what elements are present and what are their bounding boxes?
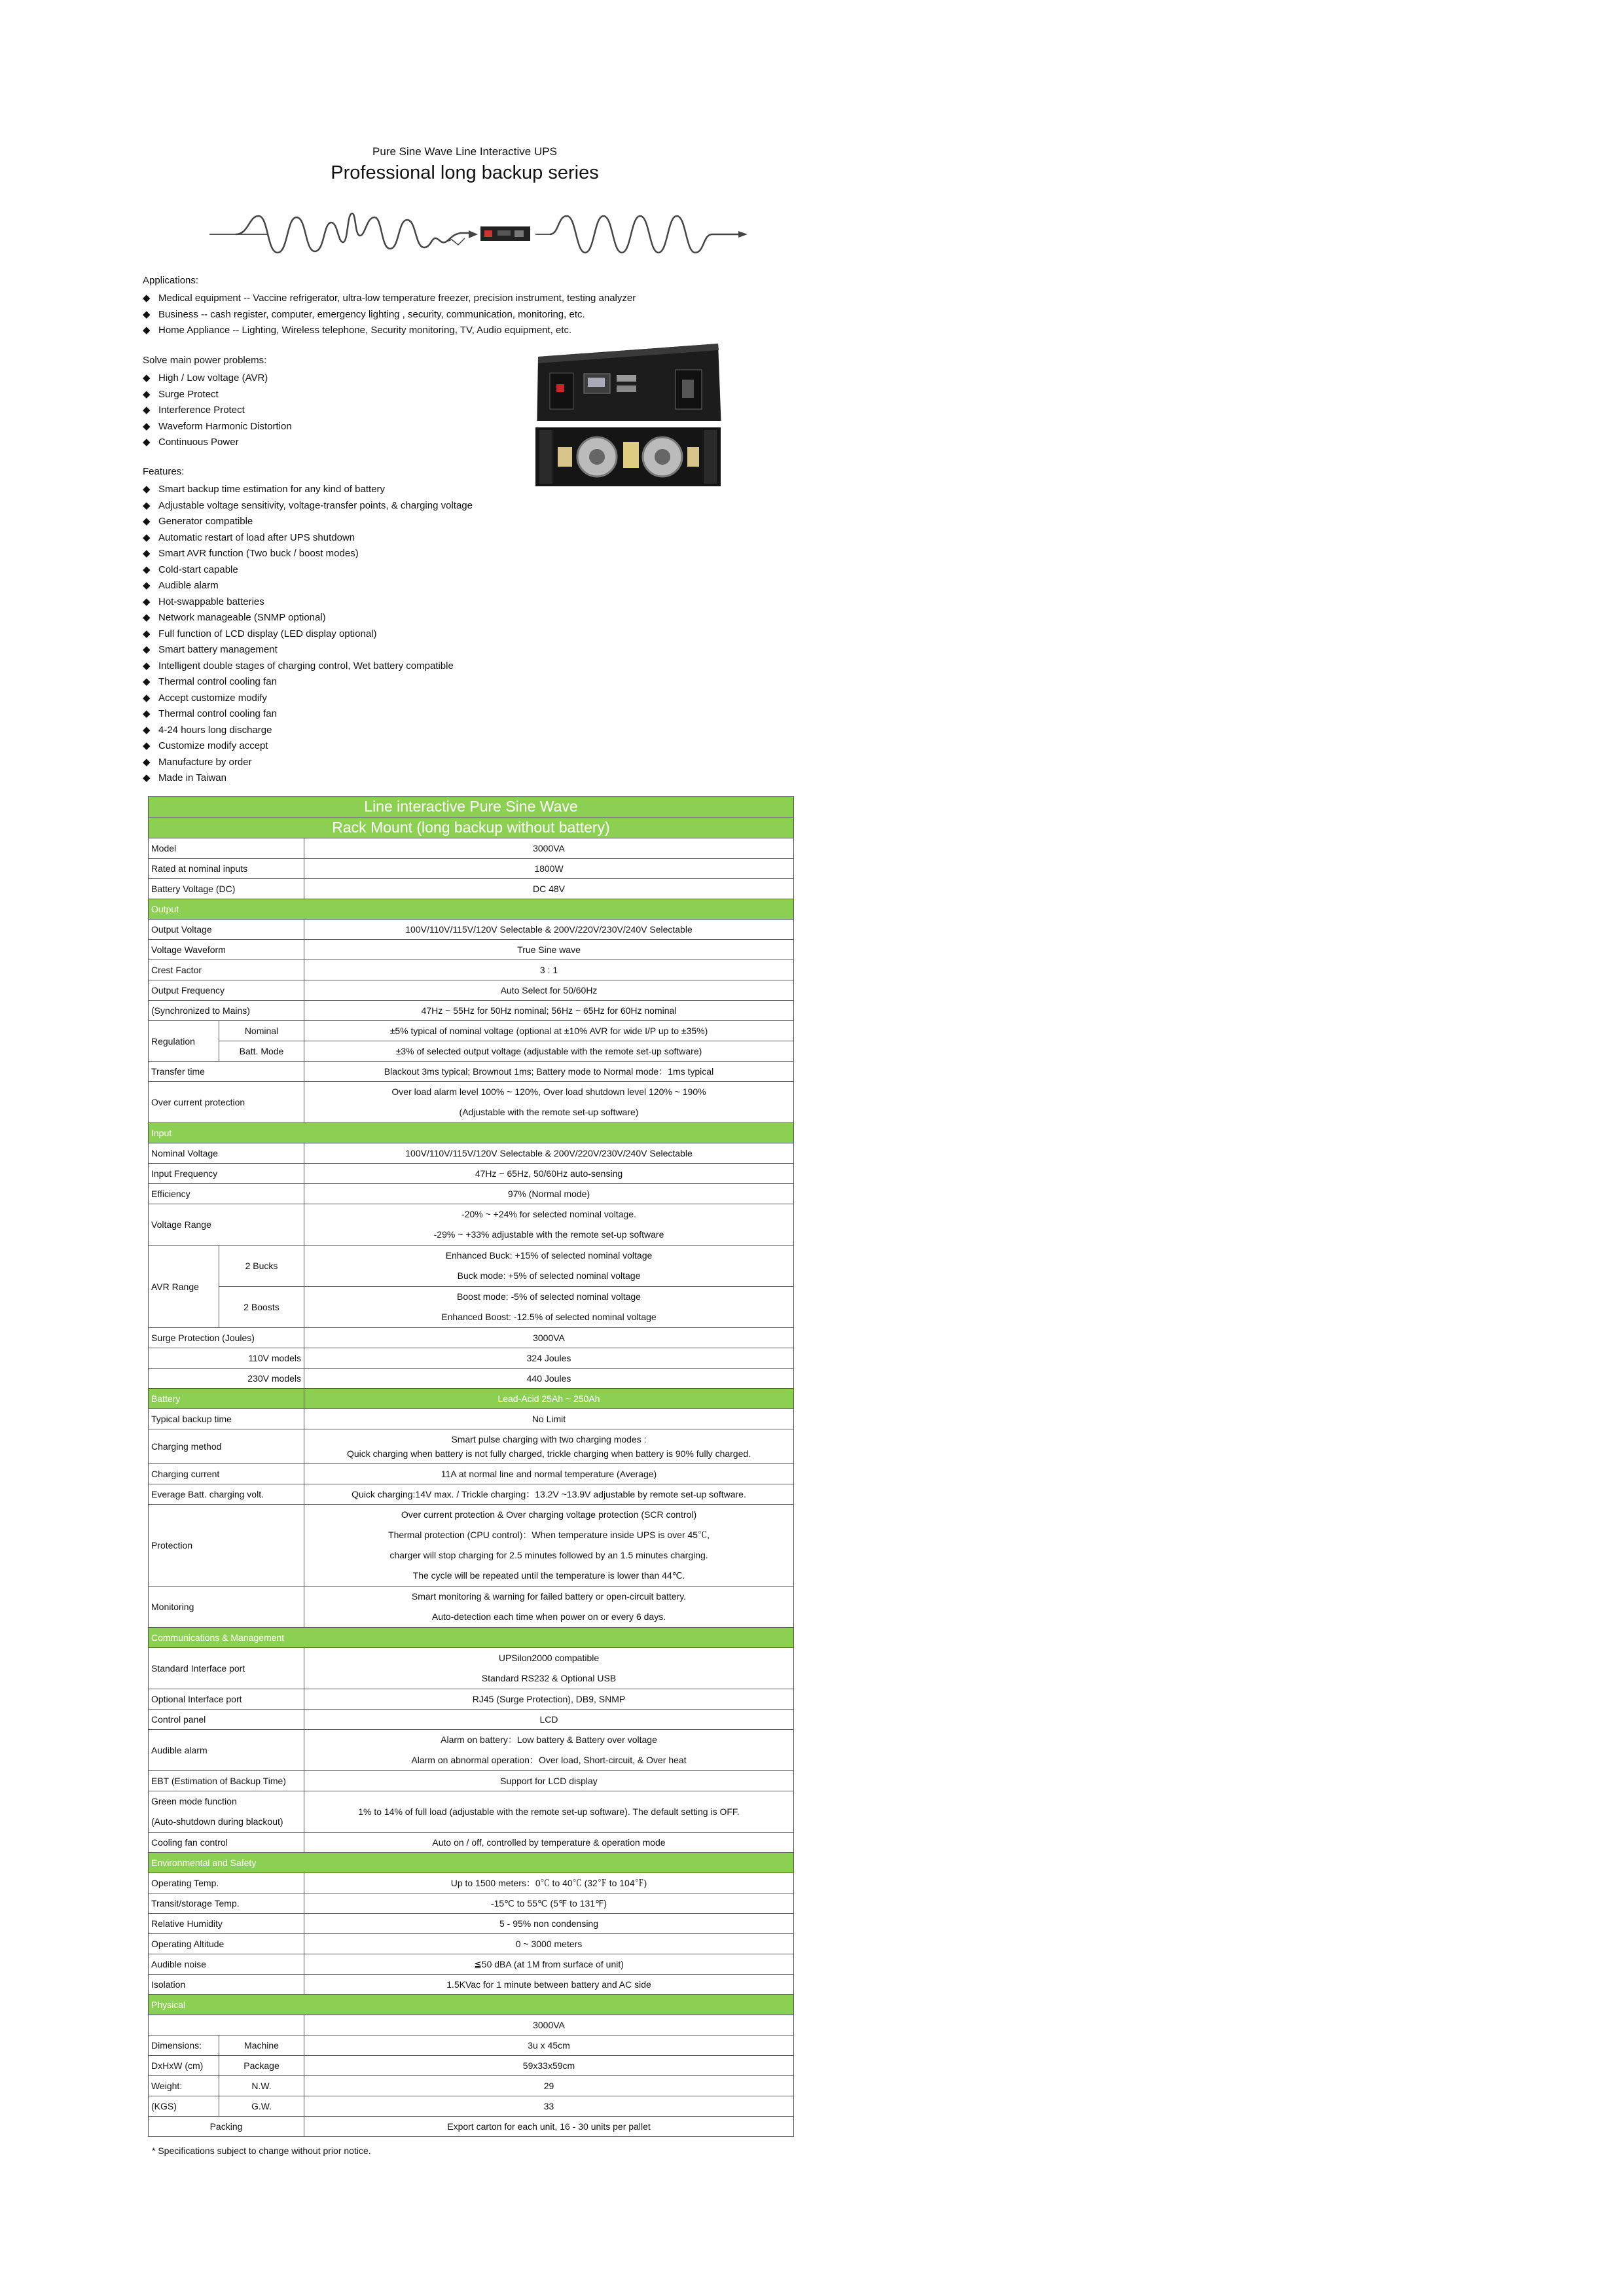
section-header-row: Physical: [149, 1995, 794, 2015]
table-row: Dimensions: Machine 3u x 45cm: [149, 2036, 794, 2056]
specification-table: [148, 796, 794, 2137]
table-row: Surge Protection (Joules) 3000VA: [149, 1328, 794, 1348]
table-row: Nominal Voltage 100V/110V/115V/120V Selectable & 200V/220V/230V/240V Selectable: [149, 1143, 794, 1164]
section-header-row: Communications & Management: [149, 1628, 794, 1648]
problems-heading: Solve main power problems:: [143, 355, 267, 366]
table-row: Model 3000VA: [149, 838, 794, 859]
list-item: ◆ Intelligent double stages of charging control, Wet battery compatible: [143, 658, 473, 675]
table-row: 3000VA: [149, 2015, 794, 2036]
table-row: Green mode function (Auto-shutdown during blackout) 1% to 14% of full load (adjustable with the remote set-up software). The default setting is OFF.: [149, 1791, 794, 1833]
table-row: AVR Range 2 Bucks Enhanced Buck: +15% of selected nominal voltage Buck mode: +5% of selected nominal voltage: [149, 1246, 794, 1287]
bullet-icon: ◆: [143, 308, 151, 320]
list-item: ◆ Smart backup time estimation for any kind of battery: [143, 482, 473, 498]
list-item: ◆ Medical equipment -- Vaccine refrigerator, ultra-low temperature freezer, precision instrument, testing analyzer: [143, 291, 636, 307]
table-row: Charging current 11A at normal line and normal temperature (Average): [149, 1464, 794, 1484]
bullet-icon: ◆: [143, 692, 151, 704]
list-item: ◆ High / Low voltage (AVR): [143, 370, 292, 387]
table-row: Weight: N.W. 29: [149, 2076, 794, 2096]
table-title-row: Line interactive Pure Sine Wave: [149, 797, 794, 817]
table-row: Isolation 1.5KVac for 1 minute between battery and AC side: [149, 1975, 794, 1995]
bullet-icon: ◆: [143, 325, 151, 336]
list-item: ◆ 4-24 hours long discharge: [143, 723, 473, 739]
applications-list: [143, 291, 636, 339]
power-problems-section: [143, 355, 292, 451]
table-row: Protection Over current protection & Over charging voltage protection (SCR control) Thermal protection (CPU control)：When temperature inside UPS is over 45℃, charger will stop charging for 2.5 minutes followed by an 1.5 minutes charging. The cycle will be repeated until the temperature is lower than 44℃.: [149, 1505, 794, 1587]
document-subtitle: Pure Sine Wave Line Interactive UPS: [372, 145, 557, 158]
table-row: Cooling fan control Auto on / off, controlled by temperature & operation mode: [149, 1833, 794, 1853]
list-item: ◆ Audible alarm: [143, 578, 473, 594]
table-row: 2 Boosts Boost mode: -5% of selected nominal voltage Enhanced Boost: -12.5% of selected nominal voltage: [149, 1287, 794, 1328]
bullet-icon: ◆: [143, 388, 151, 400]
list-item: ◆ Continuous Power: [143, 435, 292, 451]
table-row: Typical backup time No Limit: [149, 1409, 794, 1429]
table-row: Control panel LCD: [149, 1710, 794, 1730]
list-item: ◆ Business -- cash register, computer, emergency lighting , security, communication, monitoring, etc.: [143, 307, 636, 323]
bullet-icon: ◆: [143, 644, 151, 655]
bullet-icon: ◆: [143, 531, 151, 543]
list-item: ◆ Generator compatible: [143, 514, 473, 530]
bullet-icon: ◆: [143, 724, 151, 736]
power-waveform-illustration: [209, 196, 753, 268]
table-row: (Synchronized to Mains) 47Hz ~ 55Hz for 50Hz nominal; 56Hz ~ 65Hz for 60Hz nominal: [149, 1001, 794, 1021]
section-header-row: Input: [149, 1123, 794, 1143]
bullet-icon: ◆: [143, 740, 151, 751]
table-row: Everage Batt. charging volt. Quick charging:14V max. / Trickle charging：13.2V ~13.9V adjustable by remote set-up software.: [149, 1484, 794, 1505]
table-row: Standard Interface port UPSilon2000 compatible Standard RS232 & Optional USB: [149, 1648, 794, 1689]
list-item: ◆ Smart battery management: [143, 642, 473, 658]
footnote: * Specifications subject to change without prior notice.: [152, 2145, 371, 2156]
table-row: EBT (Estimation of Backup Time) Support for LCD display: [149, 1771, 794, 1791]
list-item: ◆ Accept customize modify: [143, 691, 473, 707]
table-row: Monitoring Smart monitoring & warning for failed battery or open-circuit battery. Auto-detection each time when power on or every 6 days.: [149, 1587, 794, 1628]
list-item: ◆ Customize modify accept: [143, 738, 473, 755]
table-row: Operating Altitude 0 ~ 3000 meters: [149, 1934, 794, 1954]
list-item: ◆ Hot-swappable batteries: [143, 594, 473, 611]
bullet-icon: ◆: [143, 404, 151, 416]
bullet-icon: ◆: [143, 420, 151, 432]
bullet-icon: ◆: [143, 372, 151, 384]
bullet-icon: ◆: [143, 772, 151, 783]
bullet-icon: ◆: [143, 628, 151, 639]
list-item: ◆ Thermal control cooling fan: [143, 674, 473, 691]
bullet-icon: ◆: [143, 437, 151, 448]
list-item: ◆ Full function of LCD display (LED display optional): [143, 626, 473, 643]
table-row: 230V models 440 Joules: [149, 1369, 794, 1389]
section-header-row: Battery Lead-Acid 25Ah ~ 250Ah: [149, 1389, 794, 1409]
table-row: Voltage Range -20% ~ +24% for selected nominal voltage. -29% ~ +33% adjustable with the remote set-up software: [149, 1204, 794, 1246]
ups-rear-photo: [532, 421, 725, 491]
section-header-row: Output: [149, 899, 794, 920]
features-heading: Features:: [143, 466, 185, 477]
table-row: Output Voltage 100V/110V/115V/120V Selectable & 200V/220V/230V/240V Selectable: [149, 920, 794, 940]
features-section: [143, 466, 473, 787]
table-subtitle-row: Rack Mount (long backup without battery): [149, 817, 794, 838]
problems-list: [143, 370, 292, 451]
list-item: ◆ Interference Protect: [143, 403, 292, 419]
bullet-icon: ◆: [143, 293, 151, 304]
features-list: [143, 482, 473, 787]
list-item: ◆ Waveform Harmonic Distortion: [143, 419, 292, 435]
table-row: Efficiency 97% (Normal mode): [149, 1184, 794, 1204]
bullet-icon: ◆: [143, 548, 151, 559]
table-row: Operating Temp. Up to 1500 meters：0℃ to 40℃ (32℉ to 104℉): [149, 1873, 794, 1893]
bullet-icon: ◆: [143, 580, 151, 591]
table-row: DxHxW (cm) Package 59x33x59cm: [149, 2056, 794, 2076]
bullet-icon: ◆: [143, 484, 151, 495]
list-item: ◆ Automatic restart of load after UPS shutdown: [143, 530, 473, 547]
ups-unit-icon: [480, 226, 530, 241]
applications-heading: Applications:: [143, 275, 199, 286]
list-item: ◆ Thermal control cooling fan: [143, 706, 473, 723]
table-row: Optional Interface port RJ45 (Surge Protection), DB9, SNMP: [149, 1689, 794, 1710]
bullet-icon: ◆: [143, 612, 151, 623]
table-row: Transit/storage Temp. -15℃ to 55℃ (5℉ to 131℉): [149, 1893, 794, 1914]
list-item: ◆ Surge Protect: [143, 387, 292, 403]
list-item: ◆ Smart AVR function (Two buck / boost modes): [143, 546, 473, 562]
table-row: Audible noise ≦50 dBA (at 1M from surface of unit): [149, 1954, 794, 1975]
table-row: Charging method Smart pulse charging with two charging modes : Quick charging when battery is not fully charged, trickle charging when battery is 90% fully charged.: [149, 1429, 794, 1464]
section-header-row: Environmental and Safety: [149, 1853, 794, 1873]
table-row: Over current protection Over load alarm level 100% ~ 120%, Over load shutdown level 120% ~ 190% (Adjustable with the remote set-up software): [149, 1082, 794, 1123]
bullet-icon: ◆: [143, 756, 151, 768]
table-row: Rated at nominal inputs 1800W: [149, 859, 794, 879]
table-row: 110V models 324 Joules: [149, 1348, 794, 1369]
table-row: Batt. Mode ±3% of selected output voltage (adjustable with the remote set-up software): [149, 1041, 794, 1062]
table-row: Audible alarm Alarm on battery：Low battery & Battery over voltage Alarm on abnormal operation：Over load, Short-circuit, & Over heat: [149, 1730, 794, 1771]
table-row: Packing Export carton for each unit, 16 - 30 units per pallet: [149, 2117, 794, 2137]
table-row: Crest Factor 3 : 1: [149, 960, 794, 980]
document-title: Professional long backup series: [331, 162, 599, 183]
bullet-icon: ◆: [143, 596, 151, 607]
table-row: Regulation Nominal ±5% typical of nominal voltage (optional at ±10% AVR for wide I/P up to ±35%): [149, 1021, 794, 1041]
table-row: Battery Voltage (DC) DC 48V: [149, 879, 794, 899]
list-item: ◆ Network manageable (SNMP optional): [143, 610, 473, 626]
bullet-icon: ◆: [143, 660, 151, 672]
bullet-icon: ◆: [143, 499, 151, 511]
table-row: Voltage Waveform True Sine wave: [149, 940, 794, 960]
bullet-icon: ◆: [143, 676, 151, 687]
list-item: ◆ Adjustable voltage sensitivity, voltage-transfer points, & charging voltage: [143, 498, 473, 514]
bullet-icon: ◆: [143, 516, 151, 527]
list-item: ◆ Made in Taiwan: [143, 770, 473, 787]
table-row: Relative Humidity 5 - 95% non condensing: [149, 1914, 794, 1934]
list-item: ◆ Manufacture by order: [143, 755, 473, 771]
bullet-icon: ◆: [143, 564, 151, 575]
table-row: Output Frequency Auto Select for 50/60Hz: [149, 980, 794, 1001]
list-item: ◆ Home Appliance -- Lighting, Wireless telephone, Security monitoring, TV, Audio equipment, etc.: [143, 323, 636, 339]
applications-section: [143, 275, 636, 339]
table-row: Transfer time Blackout 3ms typical; Brownout 1ms; Battery mode to Normal mode：1ms typical: [149, 1062, 794, 1082]
table-row: Input Frequency 47Hz ~ 65Hz, 50/60Hz auto-sensing: [149, 1164, 794, 1184]
list-item: ◆ Cold-start capable: [143, 562, 473, 579]
bullet-icon: ◆: [143, 708, 151, 719]
table-row: (KGS) G.W. 33: [149, 2096, 794, 2117]
